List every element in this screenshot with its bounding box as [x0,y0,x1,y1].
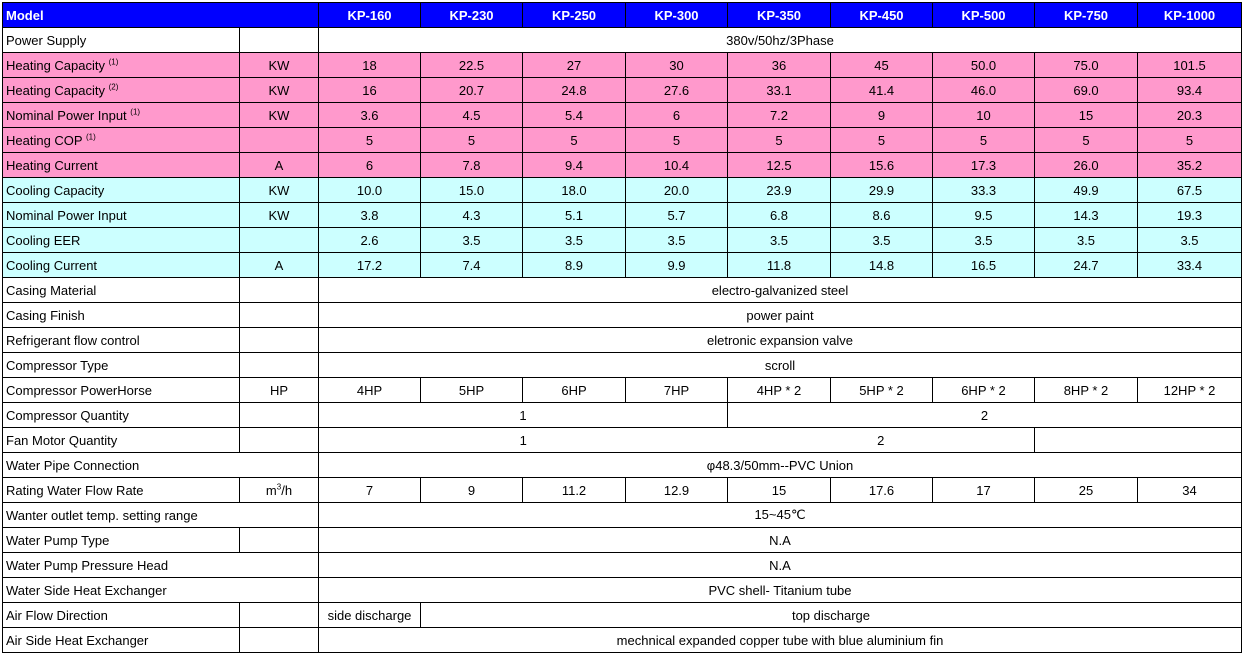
table-row [3,403,1242,428]
row-value: mechnical expanded copper tube with blue aluminium fin [319,628,1242,653]
row-unit [240,478,319,503]
value-cell: 45 [831,53,933,78]
model-col-header: KP-450 [831,3,933,28]
table-row [3,128,1242,153]
value-cell: 5 [421,128,523,153]
footnote-ref: (2) [108,82,119,92]
row-label: Water Pump Type [3,528,240,553]
row-unit [240,628,319,653]
row-unit: A [240,153,319,178]
value-cell: 6HP * 2 [933,378,1035,403]
value-cell: 101.5 [1138,53,1242,78]
footnote-ref: (1) [108,57,119,67]
row-unit [240,328,319,353]
table-row [3,503,1242,528]
row-unit [240,428,319,453]
value-cell: 24.7 [1035,253,1138,278]
value-cell: 3.6 [319,103,421,128]
value-cell: 18 [319,53,421,78]
value-cell: 50.0 [933,53,1035,78]
value-cell: 17 [933,478,1035,503]
row-unit: KW [240,103,319,128]
row-value: 2 [728,403,1242,428]
value-cell: 5.7 [626,203,728,228]
value-cell: 3.5 [421,228,523,253]
table-row [3,228,1242,253]
row-label: Cooling Current [3,253,240,278]
row-value: φ48.3/50mm--PVC Union [319,453,1242,478]
row-label [3,53,240,78]
value-cell: 41.4 [831,78,933,103]
value-cell: 67.5 [1138,178,1242,203]
row-label: Casing Material [3,278,240,303]
value-cell: 18.0 [523,178,626,203]
value-cell: 33.4 [1138,253,1242,278]
row-value: electro-galvanized steel [319,278,1242,303]
value-cell: 36 [728,53,831,78]
value-cell: 3.5 [728,228,831,253]
value-cell: 46.0 [933,78,1035,103]
value-cell: 8.6 [831,203,933,228]
value-cell: 5 [831,128,933,153]
value-cell: 49.9 [1035,178,1138,203]
value-cell: 11.8 [728,253,831,278]
value-cell: 5.4 [523,103,626,128]
row-unit: HP [240,378,319,403]
row-label: Wanter outlet temp. setting range [3,503,319,528]
table-row [3,478,1242,503]
value-cell: 34 [1138,478,1242,503]
value-cell: 27.6 [626,78,728,103]
table-row [3,553,1242,578]
row-label: Water Pump Pressure Head [3,553,319,578]
value-cell: 3.5 [933,228,1035,253]
row-unit [240,128,319,153]
table-row [3,178,1242,203]
value-cell: 14.3 [1035,203,1138,228]
row-label: Cooling EER [3,228,240,253]
value-cell: 69.0 [1035,78,1138,103]
row-unit [240,528,319,553]
table-row [3,453,1242,478]
value-cell: 19.3 [1138,203,1242,228]
table-row [3,528,1242,553]
model-col-header: KP-500 [933,3,1035,28]
row-label: Power Supply [3,28,240,53]
row-value: 15~45℃ [319,503,1242,528]
model-col-header: KP-350 [728,3,831,28]
row-unit: KW [240,178,319,203]
row-label-text: Nominal Power Input [6,107,127,123]
row-value: side discharge [319,603,421,628]
value-cell: 15.0 [421,178,523,203]
row-value: N.A [319,553,1242,578]
row-label: Water Side Heat Exchanger [3,578,319,603]
row-unit [240,278,319,303]
value-cell: 7.8 [421,153,523,178]
value-cell: 5HP [421,378,523,403]
value-cell: 33.1 [728,78,831,103]
header-row [3,3,1242,28]
value-cell: 29.9 [831,178,933,203]
value-cell: 6 [319,153,421,178]
table-row [3,428,1242,453]
table-row [3,278,1242,303]
value-cell: 9 [831,103,933,128]
row-label: Air Flow Direction [3,603,240,628]
value-cell: 6HP [523,378,626,403]
unit-superscript: 3 [276,482,282,492]
value-cell: 5 [319,128,421,153]
value-cell: 3.8 [319,203,421,228]
footnote-ref: (1) [85,132,96,142]
value-cell: 5HP * 2 [831,378,933,403]
value-cell: 27 [523,53,626,78]
value-cell: 10.0 [319,178,421,203]
value-cell: 10 [933,103,1035,128]
row-value: N.A [319,528,1242,553]
row-value: top discharge [421,603,1242,628]
model-header: Model [3,3,319,28]
value-cell: 5 [626,128,728,153]
value-cell: 3.5 [831,228,933,253]
value-cell: 9.5 [933,203,1035,228]
model-col-header: KP-250 [523,3,626,28]
row-value: eletronic expansion valve [319,328,1242,353]
model-col-header: KP-300 [626,3,728,28]
row-unit: A [240,253,319,278]
value-cell: 30 [626,53,728,78]
value-cell: 8.9 [523,253,626,278]
row-unit [240,228,319,253]
value-cell: 4.5 [421,103,523,128]
value-cell: 5 [933,128,1035,153]
value-cell: 4HP * 2 [728,378,831,403]
value-cell: 3.5 [626,228,728,253]
model-col-header: KP-230 [421,3,523,28]
value-cell: 3.5 [1035,228,1138,253]
value-cell: 23.9 [728,178,831,203]
row-label: Cooling Capacity [3,178,240,203]
row-unit [240,403,319,428]
value-cell: 20.7 [421,78,523,103]
value-cell: 33.3 [933,178,1035,203]
row-label [3,78,240,103]
value-cell: 22.5 [421,53,523,78]
value-cell: 5 [523,128,626,153]
value-cell: 2.6 [319,228,421,253]
value-cell: 24.8 [523,78,626,103]
value-cell: 7.4 [421,253,523,278]
row-label: Heating Current [3,153,240,178]
row-label: Compressor PowerHorse [3,378,240,403]
row-value: power paint [319,303,1242,328]
unit-tail: /h [281,482,293,498]
value-cell: 7.2 [728,103,831,128]
value-cell: 5 [1138,128,1242,153]
value-cell: 12HP * 2 [1138,378,1242,403]
value-cell: 17.3 [933,153,1035,178]
table-row [3,628,1242,653]
value-cell: 3.5 [1138,228,1242,253]
row-label-text: Heating COP [6,132,83,148]
spec-table [2,2,1242,653]
value-cell: 3.5 [523,228,626,253]
value-cell: 5 [728,128,831,153]
table-row [3,328,1242,353]
row-label: Refrigerant flow control [3,328,240,353]
row-value: 1 [319,403,728,428]
value-cell: 25 [1035,478,1138,503]
value-cell: 20.0 [626,178,728,203]
row-unit [240,28,319,53]
value-cell: 4HP [319,378,421,403]
value-cell: 17.6 [831,478,933,503]
table-row [3,253,1242,278]
row-unit: KW [240,78,319,103]
row-value: 2 [728,428,1035,453]
row-value: 1 [319,428,728,453]
row-unit [240,353,319,378]
value-cell: 35.2 [1138,153,1242,178]
row-label: Casing Finish [3,303,240,328]
value-cell: 20.3 [1138,103,1242,128]
row-unit: KW [240,53,319,78]
value-cell: 8HP * 2 [1035,378,1138,403]
row-label: Air Side Heat Exchanger [3,628,240,653]
model-col-header: KP-1000 [1138,3,1242,28]
row-value: PVC shell- Titanium tube [319,578,1242,603]
spec-table-body [3,28,1242,653]
row-label: Fan Motor Quantity [3,428,240,453]
table-row [3,578,1242,603]
row-value: scroll [319,353,1242,378]
value-cell: 75.0 [1035,53,1138,78]
unit-base: m [265,482,277,498]
table-row [3,603,1242,628]
table-row [3,53,1242,78]
model-col-header: KP-160 [319,3,421,28]
value-cell: 17.2 [319,253,421,278]
row-label [3,103,240,128]
table-row [3,203,1242,228]
value-cell: 12.5 [728,153,831,178]
table-row [3,78,1242,103]
row-label: Compressor Type [3,353,240,378]
value-cell: 9 [421,478,523,503]
table-row [3,153,1242,178]
value-cell: 4.3 [421,203,523,228]
value-cell: 12.9 [626,478,728,503]
row-label: Nominal Power Input [3,203,240,228]
value-cell: 15.6 [831,153,933,178]
value-cell: 15 [1035,103,1138,128]
row-unit [240,603,319,628]
footnote-ref: (1) [130,107,141,117]
value-cell: 16.5 [933,253,1035,278]
value-cell: 14.8 [831,253,933,278]
value-cell: 11.2 [523,478,626,503]
value-cell: 5 [1035,128,1138,153]
row-label: Water Pipe Connection [3,453,319,478]
value-cell: 16 [319,78,421,103]
value-cell: 9.4 [523,153,626,178]
value-cell: 6.8 [728,203,831,228]
value-cell: 93.4 [1138,78,1242,103]
table-row [3,353,1242,378]
row-label-text: Heating Capacity [6,82,105,98]
value-cell: 5.1 [523,203,626,228]
value-cell: 6 [626,103,728,128]
row-unit [240,303,319,328]
empty-cell [1035,428,1242,453]
table-row [3,378,1242,403]
table-row [3,103,1242,128]
row-label [3,128,240,153]
model-col-header: KP-750 [1035,3,1138,28]
value-cell: 7 [319,478,421,503]
row-label: Compressor Quantity [3,403,240,428]
value-cell: 9.9 [626,253,728,278]
table-row [3,28,1242,53]
value-cell: 10.4 [626,153,728,178]
value-cell: 7HP [626,378,728,403]
value-cell: 26.0 [1035,153,1138,178]
value-cell: 15 [728,478,831,503]
row-value: 380v/50hz/3Phase [319,28,1242,53]
table-row [3,303,1242,328]
row-label-text: Heating Capacity [6,57,105,73]
row-unit: KW [240,203,319,228]
row-label: Rating Water Flow Rate [3,478,240,503]
